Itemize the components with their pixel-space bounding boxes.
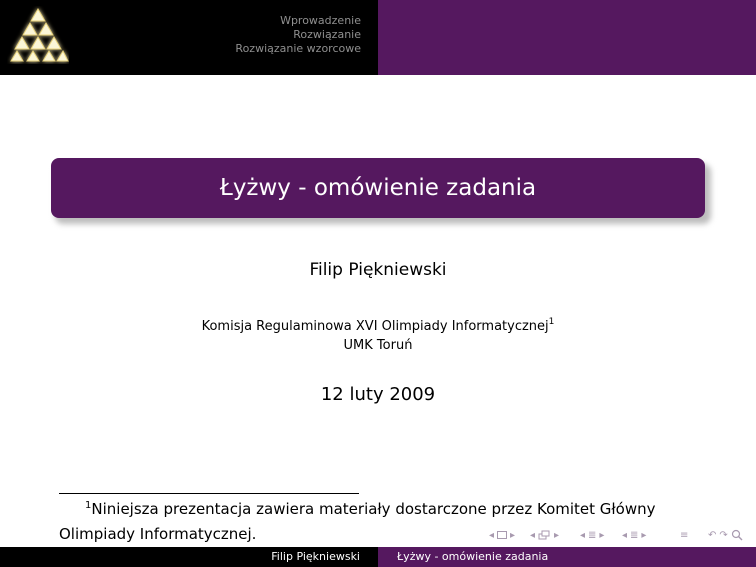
- institute-block: [0, 318, 756, 355]
- institute-line-1: [0, 318, 756, 337]
- header-right-panel: [378, 0, 756, 75]
- arrow-right-icon[interactable]: ▸: [599, 529, 605, 541]
- nav-item-rozwiazanie[interactable]: Rozwiązanie: [293, 28, 361, 41]
- footnote-text: Niniejsza prezentacja zawiera materiały dostarczone przez Komitet Główny Olimpiady Informatycznej.: [59, 500, 656, 543]
- institute-name: Komisja Regulaminowa XVI Olimpiady Informatycznej: [201, 319, 549, 334]
- subsection-icon[interactable]: [538, 530, 551, 540]
- arrow-left-icon[interactable]: ◂: [489, 529, 495, 541]
- arrow-right-icon[interactable]: ▸: [554, 529, 560, 541]
- document-icon[interactable]: ≣: [630, 529, 639, 541]
- arrow-left-icon[interactable]: ◂: [622, 529, 628, 541]
- section-icon[interactable]: ≣: [588, 529, 597, 541]
- triangle-logo-icon: [7, 6, 69, 64]
- title-box: [51, 158, 705, 218]
- author-name: Filip Piękniewski: [309, 260, 447, 280]
- section-navigation: [235, 14, 361, 56]
- search-icon[interactable]: [731, 529, 743, 541]
- section-navigation-controls[interactable]: [580, 527, 604, 543]
- search-navigation[interactable]: [708, 527, 743, 543]
- footer-right-panel: [378, 547, 756, 567]
- nav-item-rozwiazanie-wzorcowe[interactable]: Rozwiązanie wzorcowe: [235, 42, 361, 55]
- arrow-left-icon[interactable]: ◂: [530, 529, 536, 541]
- header-bar: [0, 0, 756, 75]
- nav-item-wprowadzenie[interactable]: Wprowadzenie: [280, 14, 361, 27]
- footnote-divider: [59, 493, 359, 494]
- appendix-navigation[interactable]: [680, 527, 688, 543]
- footer-author: Filip Piękniewski: [271, 550, 360, 563]
- frame-icon[interactable]: [497, 531, 507, 539]
- footer-left-panel: [0, 547, 378, 567]
- arrow-right-icon[interactable]: ▸: [510, 529, 516, 541]
- undo-icon[interactable]: ↶: [708, 529, 717, 541]
- footnote-mark: 1: [85, 500, 92, 511]
- arrow-right-icon[interactable]: ▸: [641, 529, 647, 541]
- redo-icon[interactable]: ↷: [719, 529, 728, 541]
- appendix-icon[interactable]: ≡: [680, 529, 689, 541]
- footnote-reference[interactable]: 1: [548, 317, 555, 327]
- footer-title: Łyżwy - omówienie zadania: [397, 550, 549, 563]
- presentation-date: 12 luty 2009: [320, 384, 436, 405]
- header-left-panel: [0, 0, 378, 75]
- presentation-title: Łyżwy - omówienie zadania: [219, 175, 537, 201]
- arrow-left-icon[interactable]: ◂: [580, 529, 586, 541]
- document-navigation[interactable]: [622, 527, 646, 543]
- frame-navigation[interactable]: [489, 527, 515, 543]
- footer-bar: [0, 547, 756, 567]
- subsection-navigation[interactable]: [530, 527, 559, 543]
- institute-line-2: UMK Toruń: [343, 338, 413, 353]
